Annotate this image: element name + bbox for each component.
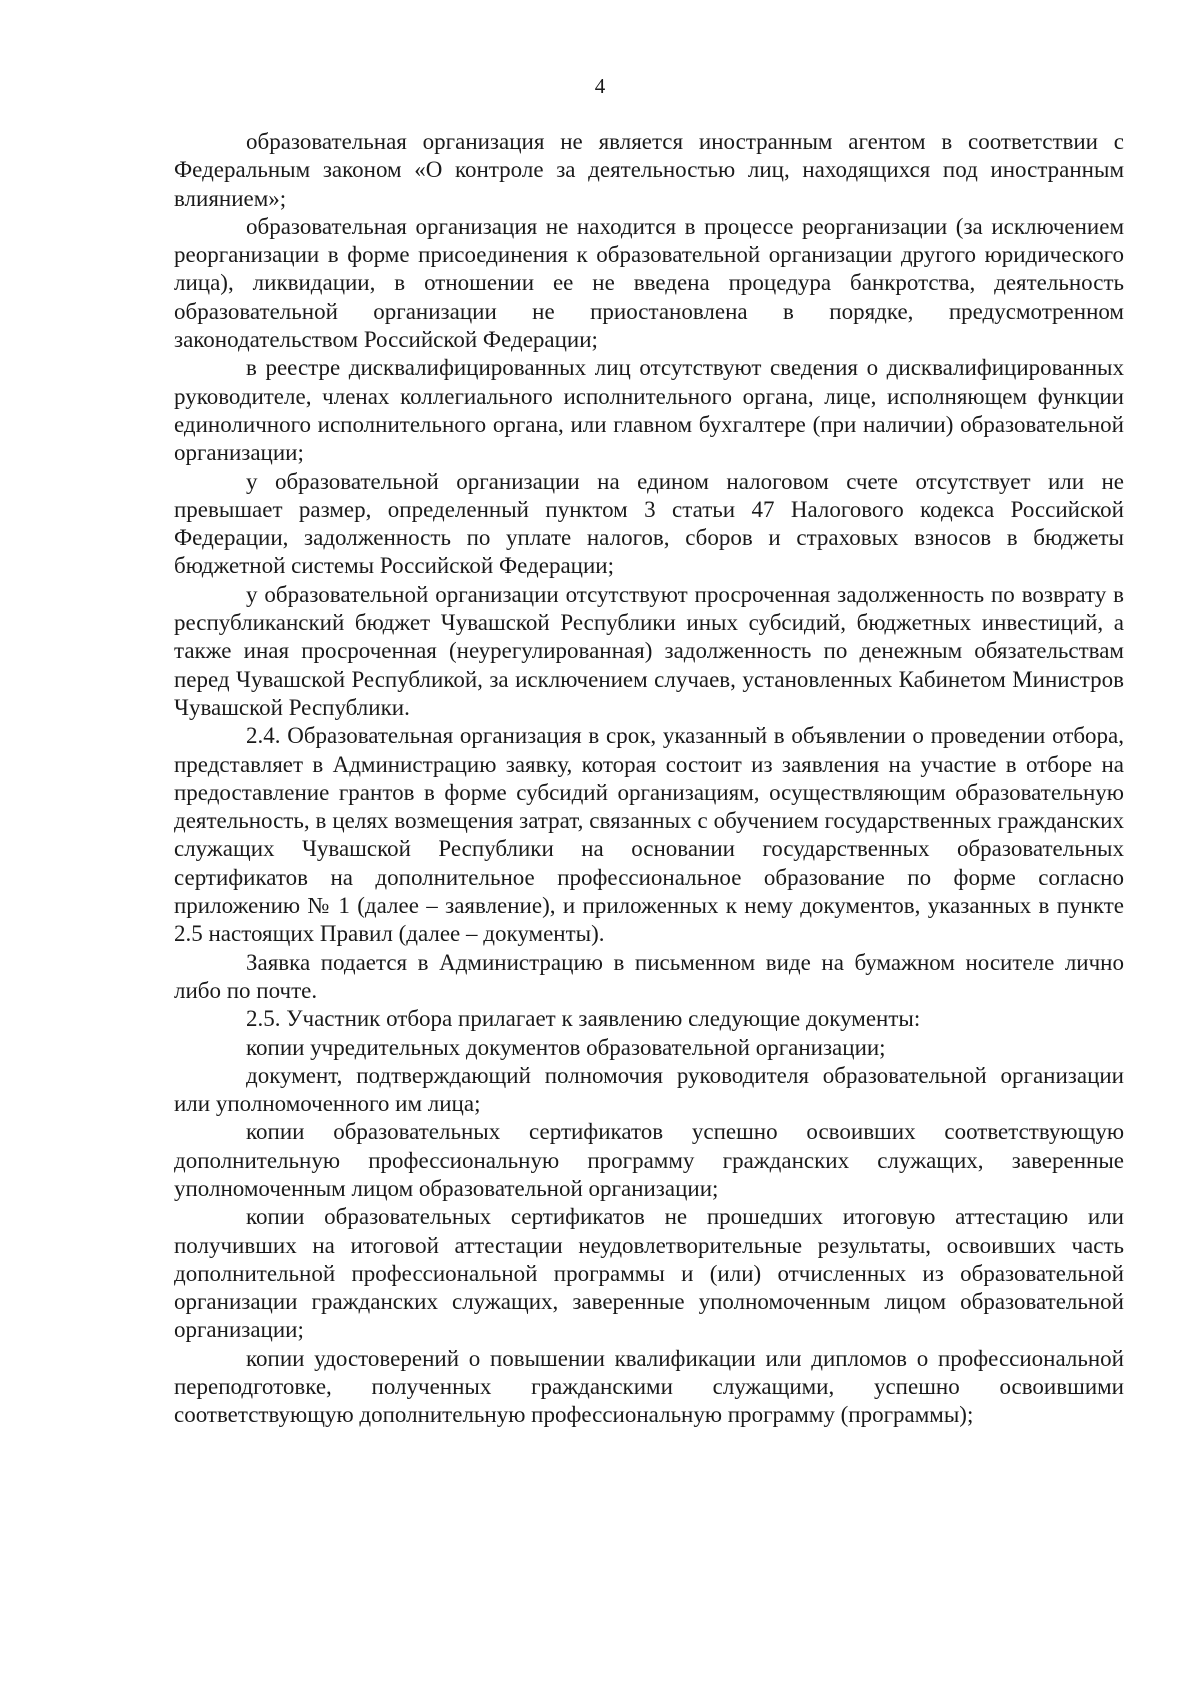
paragraph-tax-debt: у образовательной организации на едином налоговом счете отсутствует или не превышает размер, определенный пунктом 3 статьи 47 Налогового кодекса Российской Федерации, задолженность по уплате налогов, сборов и страховых взносов в бюджеты бюджетной системы Российской Федерации;	[174, 468, 1124, 579]
list-item-certificates-completed: копии образовательных сертификатов успешно освоивших соответствующую дополнительную профессиональную программу гражданских служащих, заверенные уполномоченным лицом образовательной организации;	[174, 1119, 1124, 1201]
page-number: 4	[594, 74, 606, 98]
paragraph-overdue-debt: у образовательной организации отсутствуют просроченная задолженность по возврату в республиканский бюджет Чувашской Республики иных субсидий, бюджетных инвестиций, а также иная просроченная (неурегулированная) задолженность по денежным обязательствам перед Чувашской Республикой, за исключением случаев, установленных Кабинетом Министров Чувашской Республики.	[174, 581, 1124, 720]
paragraph-reorganization: образовательная организация не находится в процессе реорганизации (за исключением реорганизации в форме присоединения к образовательной организации другого юридического лица), ликвидации, в отношении ее не введена процедура банкротства, деятельность образовательной организации не приостановлена в порядке, предусмотренном законодательством Российской Федерации;	[174, 213, 1124, 353]
list-item-qualification-copies: копии удостоверений о повышении квалификации или дипломов о профессиональной переподготовке, полученных гражданскими служащими, успешно освоившими соответствующую дополнительную профессиональную программу (программы);	[174, 1345, 1124, 1428]
paragraph-submission-method: Заявка подается в Администрацию в письменном виде на бумажном носителе лично либо по почте.	[174, 949, 1124, 1003]
paragraph-disqualified-registry: в реестре дисквалифицированных лиц отсутствуют сведения о дисквалифицированных руководителе, членах коллегиального исполнительного органа, лице, исполняющем функции единоличного исполнительного органа, или главном бухгалтере (при наличии) образовательной организации;	[174, 355, 1124, 466]
paragraph-foreign-agent: образовательная организация не является иностранным агентом в соответствии с Федеральным законом «О контроле за деятельностью лиц, находящихся под иностранным влиянием»;	[174, 129, 1124, 211]
list-item-authority-document: документ, подтверждающий полномочия руководителя образовательной организации или уполномоченного им лица;	[174, 1062, 1124, 1117]
list-item-certificates-not-completed: копии образовательных сертификатов не прошедших итоговую аттестацию или получивших на итоговой аттестации неудовлетворительные результаты, освоивших часть дополнительной профессиональной программы и (или) отчисленных из образовательной организации гражданских служащих, заверенные уполномоченным лицом образовательной организации;	[174, 1204, 1124, 1343]
paragraph-2-5-documents: 2.5. Участник отбора прилагает к заявлению следующие документы:	[246, 1006, 921, 1032]
paragraph-2-4-application: 2.4. Образовательная организация в срок, указанный в объявлении о проведении отбора, представляет в Администрацию заявку, которая состоит из заявления на участие в отборе на предоставление грантов в форме субсидий организациям, осуществляющим образовательную деятельность, в целях возмещения затрат, связанных с обучением государственных гражданских служащих Чувашской Республики на основании государственных образовательных сертификатов на дополнительное профессиональное образование по форме согласно приложению № 1 (далее – заявление), и приложенных к нему документов, указанных в пункте 2.5 настоящих Правил (далее – документы).	[174, 723, 1124, 947]
list-item-founding-documents: копии учредительных документов образовательной организации;	[246, 1034, 886, 1060]
document-body	[174, 128, 1124, 1430]
